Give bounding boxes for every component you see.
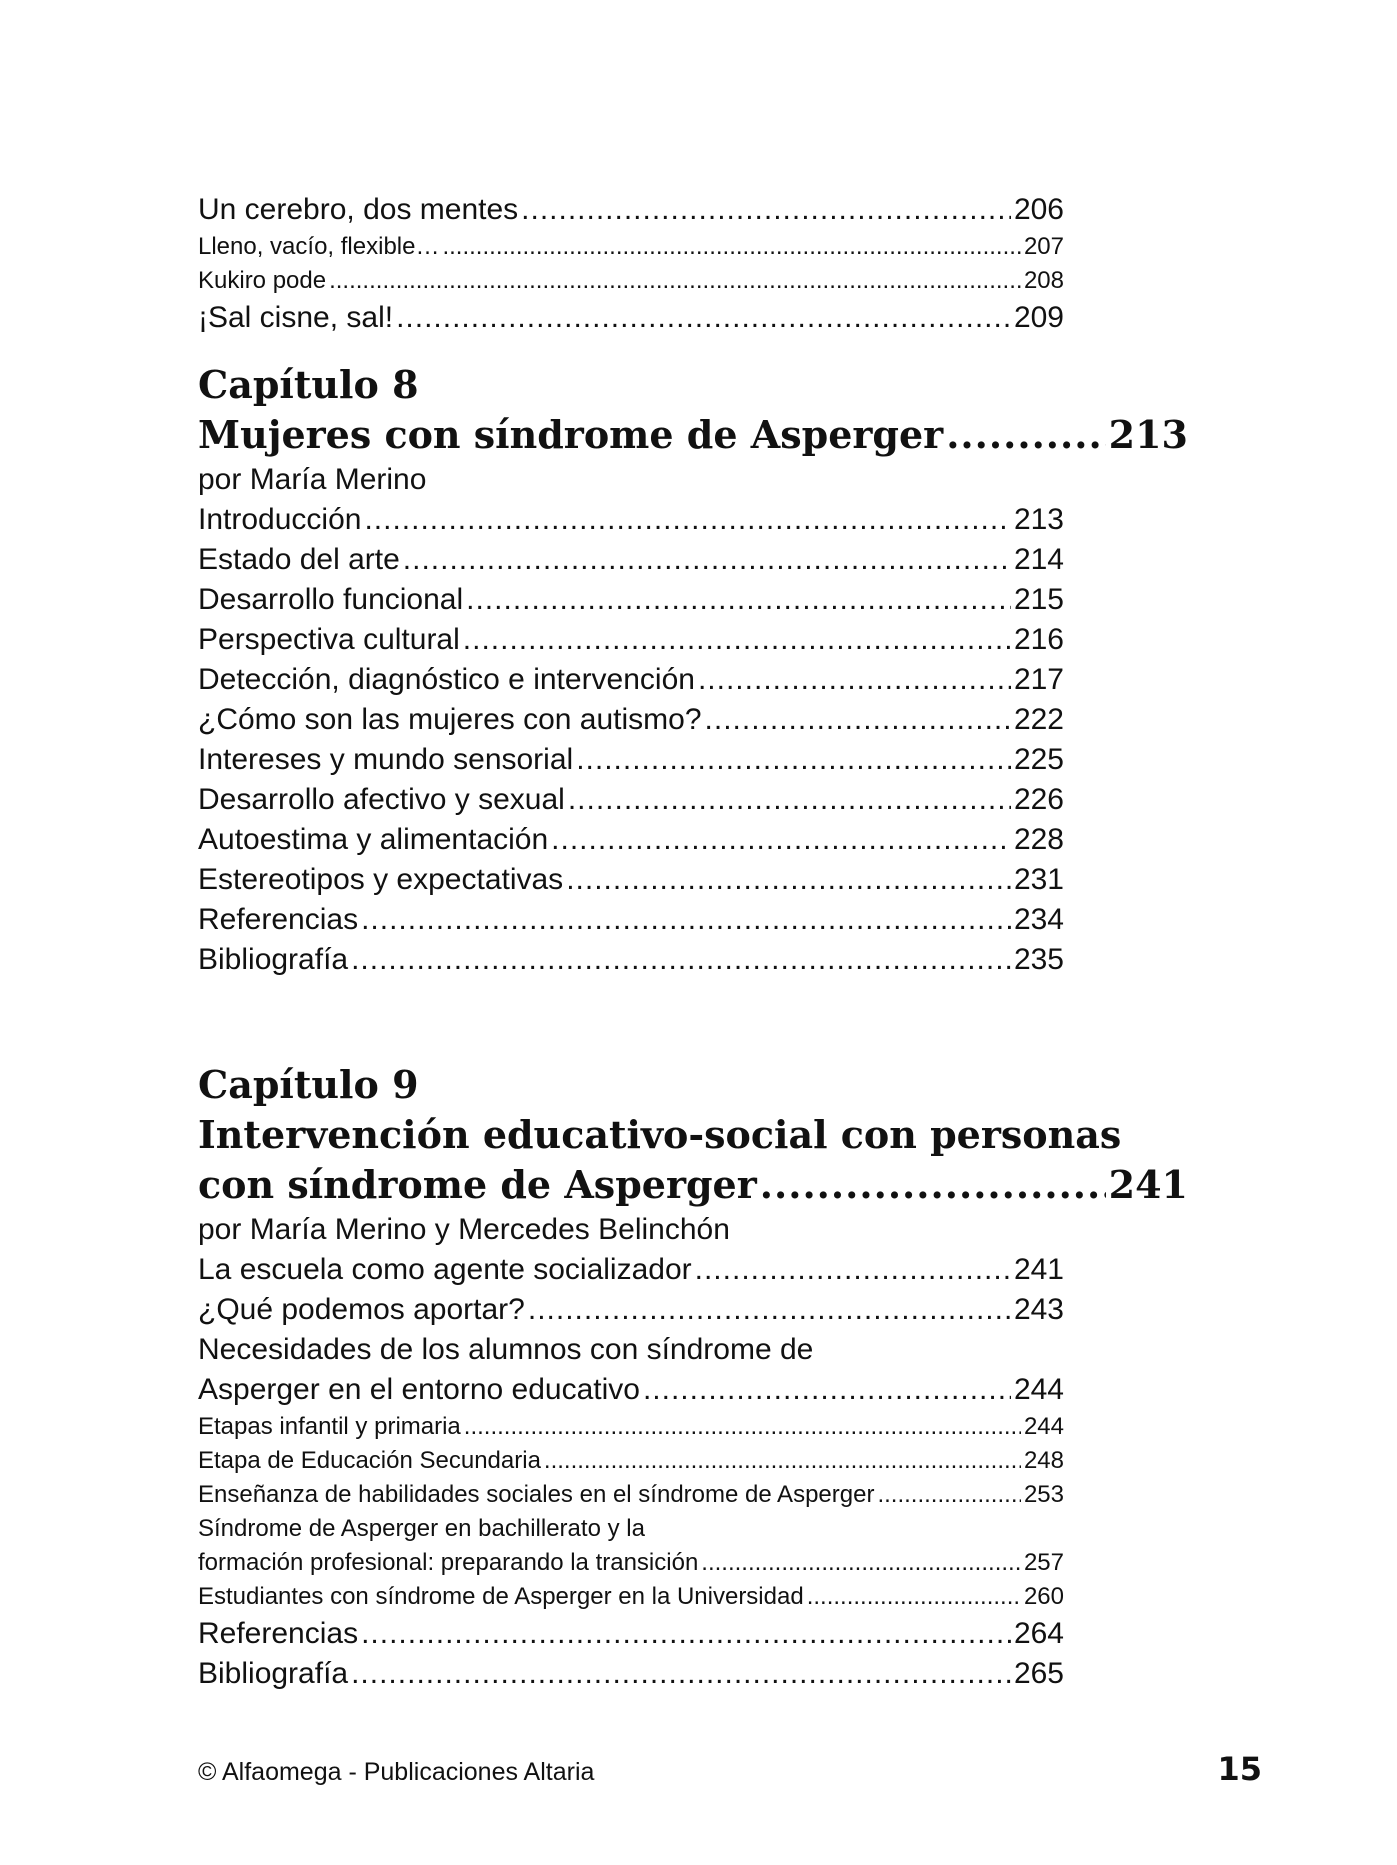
entry-title: ¿Qué podemos aportar? bbox=[198, 1293, 525, 1326]
toc-entry[interactable] bbox=[198, 860, 1064, 900]
entry-title: ¡Sal cisne, sal! bbox=[198, 301, 394, 334]
dot-leader bbox=[566, 860, 1011, 900]
dot-leader bbox=[351, 1654, 1011, 1694]
dot-leader bbox=[351, 940, 1011, 980]
entry-page: 216 bbox=[1013, 623, 1064, 656]
toc-entry[interactable] bbox=[198, 580, 1064, 620]
dot-leader bbox=[361, 1614, 1011, 1654]
toc-subentry-line1[interactable]: Síndrome de Asperger en bachillerato y la bbox=[198, 1515, 645, 1542]
entry-page: 265 bbox=[1013, 1657, 1064, 1690]
entry-title: Estudiantes con síndrome de Asperger en la Universidad bbox=[198, 1583, 804, 1610]
entry-title: Un cerebro, dos mentes bbox=[198, 193, 519, 226]
dot-leader bbox=[464, 1410, 1021, 1444]
entry-page: 209 bbox=[1013, 301, 1064, 334]
entry-page: 244 bbox=[1023, 1413, 1064, 1440]
entry-page: 257 bbox=[1023, 1549, 1064, 1576]
entry-title: Bibliografía bbox=[198, 943, 349, 976]
toc-entry[interactable] bbox=[198, 740, 1064, 780]
entry-title: Autoestima y alimentación bbox=[198, 823, 549, 856]
entry-title: Bibliografía bbox=[198, 1657, 349, 1690]
entry-title: Referencias bbox=[198, 903, 359, 936]
toc-entry[interactable] bbox=[198, 620, 1064, 660]
entry-page: 206 bbox=[1013, 193, 1064, 226]
entry-page: 231 bbox=[1013, 863, 1064, 896]
dot-leader bbox=[760, 1160, 1106, 1210]
dot-leader bbox=[396, 298, 1011, 338]
toc-entry[interactable] bbox=[198, 660, 1064, 700]
entry-page: 253 bbox=[1023, 1481, 1064, 1508]
toc-entry-line1[interactable]: Necesidades de los alumnos con síndrome de bbox=[198, 1333, 814, 1366]
toc-subentry[interactable] bbox=[198, 1444, 1064, 1478]
chapter-8-title-entry[interactable] bbox=[198, 410, 1188, 460]
entry-title: Etapas infantil y primaria bbox=[198, 1413, 461, 1440]
dot-leader bbox=[701, 1546, 1021, 1580]
dot-leader bbox=[568, 780, 1011, 820]
entry-title: Lleno, vacío, flexible… bbox=[198, 233, 440, 260]
entry-title: Perspectiva cultural bbox=[198, 623, 460, 656]
dot-leader bbox=[877, 1478, 1021, 1512]
toc-entry[interactable] bbox=[198, 1290, 1064, 1330]
dot-leader bbox=[576, 740, 1011, 780]
toc-entry[interactable] bbox=[198, 500, 1064, 540]
toc-entry[interactable] bbox=[198, 298, 1064, 338]
toc-entry[interactable] bbox=[198, 900, 1064, 940]
entry-title: Detección, diagnóstico e intervención bbox=[198, 663, 695, 696]
toc-entry[interactable] bbox=[198, 540, 1064, 580]
entry-page: 225 bbox=[1013, 743, 1064, 776]
entry-title: Enseñanza de habilidades sociales en el síndrome de Asperger bbox=[198, 1481, 875, 1508]
entry-page: 222 bbox=[1013, 703, 1064, 736]
entry-page: 208 bbox=[1023, 267, 1064, 294]
chapter-9-title-entry[interactable] bbox=[198, 1160, 1188, 1210]
page-number: 15 bbox=[1217, 1750, 1262, 1788]
entry-page: 241 bbox=[1013, 1253, 1064, 1286]
entry-page: 217 bbox=[1013, 663, 1064, 696]
toc-subentry[interactable] bbox=[198, 264, 1064, 298]
dot-leader bbox=[463, 620, 1011, 660]
entry-page: 248 bbox=[1023, 1447, 1064, 1474]
entry-title: Estado del arte bbox=[198, 543, 400, 576]
entry-page: 215 bbox=[1013, 583, 1064, 616]
entry-page: 235 bbox=[1013, 943, 1064, 976]
publisher-credit: © Alfaomega - Publicaciones Altaria bbox=[198, 1758, 595, 1786]
entry-page: 260 bbox=[1023, 1583, 1064, 1610]
toc-entry[interactable] bbox=[198, 1250, 1064, 1290]
dot-leader bbox=[528, 1290, 1011, 1330]
toc-entry[interactable] bbox=[198, 700, 1064, 740]
dot-leader bbox=[364, 500, 1011, 540]
toc-entry[interactable] bbox=[198, 1654, 1064, 1694]
toc-subentry[interactable] bbox=[198, 230, 1064, 264]
chapter-title: con síndrome de Asperger bbox=[198, 1162, 757, 1207]
dot-leader bbox=[698, 660, 1011, 700]
entry-title: Intereses y mundo sensorial bbox=[198, 743, 574, 776]
entry-page: 243 bbox=[1013, 1293, 1064, 1326]
entry-page: 234 bbox=[1013, 903, 1064, 936]
entry-title: Desarrollo funcional bbox=[198, 583, 464, 616]
page-footer bbox=[198, 1750, 1262, 1788]
toc-entry[interactable] bbox=[198, 940, 1064, 980]
toc-entry[interactable] bbox=[198, 1370, 1064, 1410]
dot-leader bbox=[361, 900, 1011, 940]
chapter-9-title-line1: Intervención educativo-social con personas bbox=[198, 1112, 1122, 1157]
dot-leader bbox=[521, 190, 1011, 230]
toc-entry[interactable] bbox=[198, 780, 1064, 820]
entry-page: 214 bbox=[1013, 543, 1064, 576]
dot-leader bbox=[466, 580, 1011, 620]
toc-subentry[interactable] bbox=[198, 1478, 1064, 1512]
dot-leader bbox=[705, 700, 1011, 740]
chapter-9-author: por María Merino y Mercedes Belinchón bbox=[198, 1213, 730, 1246]
entry-title: Estereotipos y expectativas bbox=[198, 863, 564, 896]
dot-leader bbox=[807, 1580, 1021, 1614]
chapter-8-author: por María Merino bbox=[198, 463, 427, 496]
entry-title: La escuela como agente socializador bbox=[198, 1253, 692, 1286]
dot-leader bbox=[329, 264, 1021, 298]
toc-entry[interactable] bbox=[198, 190, 1064, 230]
dot-leader bbox=[695, 1250, 1011, 1290]
chapter-page: 213 bbox=[1108, 412, 1188, 457]
entry-title: Asperger en el entorno educativo bbox=[198, 1373, 640, 1406]
entry-title: Desarrollo afectivo y sexual bbox=[198, 783, 565, 816]
entry-title: Kukiro pode bbox=[198, 267, 327, 294]
entry-title: Etapa de Educación Secundaria bbox=[198, 1447, 541, 1474]
chapter-9-label: Capítulo 9 bbox=[198, 1062, 419, 1107]
entry-page: 264 bbox=[1013, 1617, 1064, 1650]
chapter-8-label: Capítulo 8 bbox=[198, 362, 419, 407]
toc-entry[interactable] bbox=[198, 820, 1064, 860]
entry-page: 244 bbox=[1013, 1373, 1064, 1406]
entry-title: ¿Cómo son las mujeres con autismo? bbox=[198, 703, 702, 736]
toc-entry[interactable] bbox=[198, 1614, 1064, 1654]
dot-leader bbox=[544, 1444, 1021, 1478]
dot-leader bbox=[551, 820, 1011, 860]
dot-leader bbox=[946, 410, 1105, 460]
table-of-contents bbox=[198, 190, 1188, 1694]
entry-title: formación profesional: preparando la transición bbox=[198, 1549, 699, 1576]
toc-subentry[interactable] bbox=[198, 1410, 1064, 1444]
entry-page: 213 bbox=[1013, 503, 1064, 536]
chapter-title: Mujeres con síndrome de Asperger bbox=[198, 412, 944, 457]
toc-subentry[interactable] bbox=[198, 1546, 1064, 1580]
dot-leader bbox=[643, 1370, 1011, 1410]
chapter-page: 241 bbox=[1108, 1162, 1188, 1207]
dot-leader bbox=[403, 540, 1011, 580]
dot-leader bbox=[442, 230, 1020, 264]
toc-subentry[interactable] bbox=[198, 1580, 1064, 1614]
entry-page: 228 bbox=[1013, 823, 1064, 856]
entry-title: Introducción bbox=[198, 503, 362, 536]
entry-title: Referencias bbox=[198, 1617, 359, 1650]
entry-page: 207 bbox=[1023, 233, 1064, 260]
entry-page: 226 bbox=[1013, 783, 1064, 816]
